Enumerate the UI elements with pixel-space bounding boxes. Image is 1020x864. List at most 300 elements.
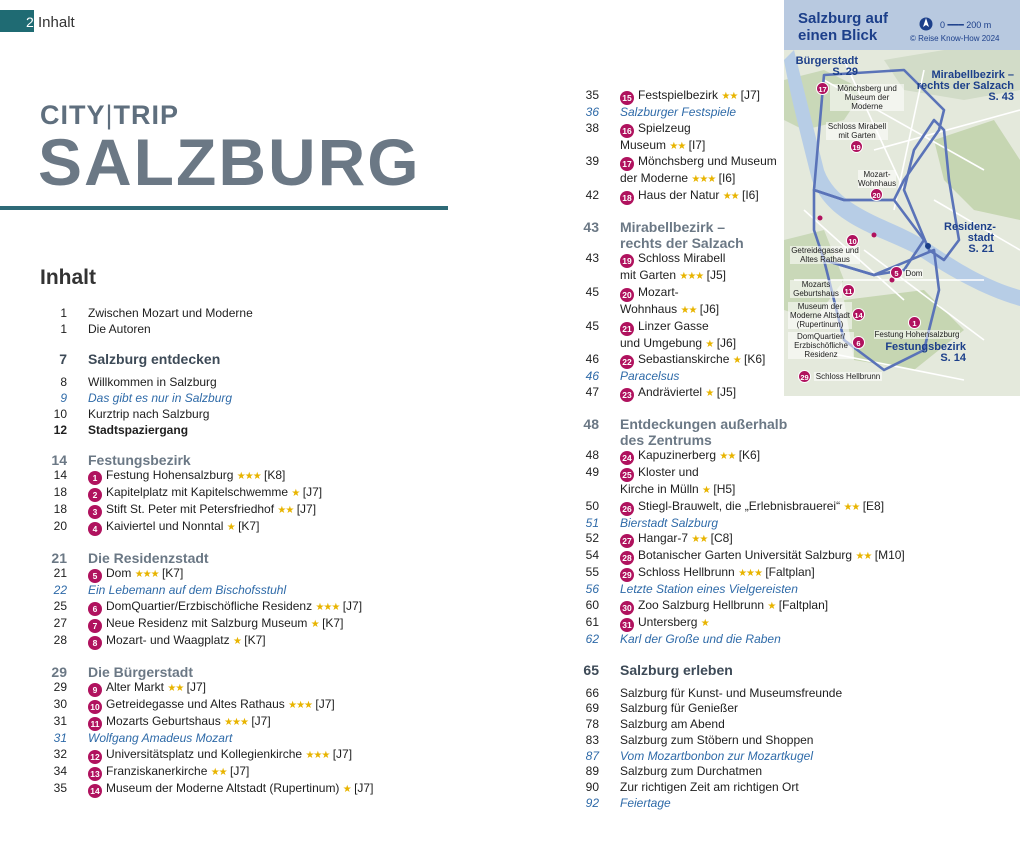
toc-entry[interactable] (572, 598, 1012, 615)
toc-entry-text (599, 582, 1012, 598)
toc-entry[interactable] (40, 747, 440, 764)
toc-page-number: 43 (583, 219, 599, 236)
toc-entry-text (67, 566, 440, 583)
toc-page-number: 1 (60, 321, 67, 336)
toc-entry-label: Salzburg für Genießer (620, 701, 739, 716)
toc-page-number: 20 (53, 519, 67, 534)
toc-page-number: 55 (585, 565, 599, 580)
toc-section-heading[interactable] (572, 662, 1012, 678)
toc-entry-label: Linzer Gasse (638, 318, 709, 333)
toc-page-number: 35 (585, 88, 599, 102)
toc-spacer (40, 536, 440, 550)
map-grid-reference: [J7] (315, 696, 335, 711)
toc-entry-label: Mirabellbezirk – (620, 219, 726, 236)
toc-page-number (572, 138, 599, 155)
rating-stars: ★★★ (691, 174, 716, 186)
rating-stars: ★★★ (738, 568, 762, 580)
toc-page-number: 28 (53, 632, 67, 647)
toc-entry[interactable] (40, 407, 440, 423)
toc-entry-text (67, 407, 440, 423)
toc-entry-text (67, 550, 440, 566)
sight-number-badge: 25 (620, 468, 634, 482)
toc-spacer (40, 650, 440, 664)
toc-page-number: 65 (583, 661, 599, 678)
sight-number-badge: 23 (620, 388, 634, 402)
toc-page-number: 32 (53, 746, 67, 761)
sight-number-badge: 6 (88, 602, 102, 616)
toc-entry[interactable] (572, 548, 1012, 565)
toc-entry-text (599, 482, 1012, 499)
rating-stars: ★★ (855, 551, 872, 563)
toc-entry-text (599, 764, 1012, 780)
toc-entry-label: Hangar-7 (638, 531, 689, 546)
toc-page-number: 36 (585, 105, 599, 119)
toc-entry-label: Feiertage (620, 795, 671, 810)
toc-page-number: 46 (585, 369, 599, 384)
toc-entry-sidebar[interactable] (572, 582, 1012, 598)
sight-number-badge: 11 (88, 717, 102, 731)
map-grid-reference: [Faltplan] (765, 565, 815, 580)
toc-entry-text (67, 502, 440, 519)
rating-stars: ★ (226, 522, 235, 534)
toc-entry-sidebar[interactable] (40, 583, 440, 599)
map-grid-reference: [K6] (738, 447, 761, 462)
toc-entry-label: Mönchsberg und Museum (638, 154, 777, 169)
map-grid-reference: [J5] (706, 268, 726, 283)
sight-number-badge: 22 (620, 355, 634, 369)
toc-page-number: 14 (51, 452, 67, 469)
toc-section-heading[interactable] (40, 351, 440, 367)
toc-page-number: 22 (53, 583, 67, 598)
toc-entry-text (599, 796, 1012, 812)
map-grid-reference: [J5] (716, 384, 737, 399)
toc-entry-sidebar[interactable] (40, 391, 440, 407)
toc-entry-text (599, 448, 1012, 465)
map-badge-17: 17 (816, 82, 829, 95)
toc-page-number: 8 (60, 375, 67, 390)
rating-stars: ★★ (691, 534, 708, 546)
sight-number-badge: 29 (620, 568, 634, 582)
map-label-moenchsberg: Mönchsberg und Museum der Moderne (830, 84, 904, 111)
toc-entry-text (67, 452, 440, 468)
toc-page-number: 42 (585, 188, 599, 203)
toc-entry-label: Botanischer Garten Universität Salzburg (638, 548, 853, 563)
district-buergerstadt: Bürgerstadt S. 29 (795, 55, 858, 78)
rating-stars: ★★★ (679, 271, 704, 283)
page-number: 2 (26, 14, 34, 30)
toc-spacer (572, 402, 1012, 416)
rating-stars: ★★★ (224, 716, 248, 728)
map-badge-1: 1 (908, 316, 921, 329)
toc-page-number: 92 (585, 795, 599, 810)
toc-entry-sidebar[interactable] (40, 731, 440, 747)
toc-page-number: 62 (585, 632, 599, 647)
toc-entry-label: mit Garten (620, 268, 677, 283)
toc-entry-label: Kapitelplatz mit Kapitelschwemme (106, 485, 289, 500)
toc-entry-text (67, 731, 440, 747)
toc-page-number (572, 171, 599, 188)
toc-spacer (572, 648, 1012, 662)
toc-entry-label: Neue Residenz mit Salzburg Museum (106, 615, 308, 630)
toc-entry-label: Museum (620, 137, 667, 152)
toc-page-number: 60 (585, 598, 599, 613)
sight-number-badge: 28 (620, 551, 634, 565)
map-badge-19: 19 (850, 140, 863, 153)
sight-number-badge: 7 (88, 619, 102, 633)
toc-entry-text (599, 662, 1012, 678)
toc-entry-label: und Umgebung (620, 335, 703, 350)
toc-entry-text (67, 764, 440, 781)
sight-number-badge: 10 (88, 700, 102, 714)
map-badge-14: 14 (852, 308, 865, 321)
toc-entry-label: Entdeckungen außerhalb (620, 415, 788, 432)
map-grid-reference: [J7] (230, 763, 250, 778)
toc-section-heading[interactable] (40, 664, 440, 680)
toc-entry-label: Dom (106, 566, 132, 581)
map-grid-reference: [M10] (874, 548, 905, 563)
toc-page-number: 9 (60, 391, 67, 406)
sight-number-badge: 17 (620, 157, 634, 171)
map-grid-reference: [H5] (713, 481, 736, 496)
toc-entry[interactable] (40, 485, 440, 502)
toc-entry[interactable] (40, 781, 440, 798)
toc-entry[interactable] (572, 615, 1012, 632)
map-grid-reference: [J6] (716, 335, 737, 350)
sight-number-badge: 31 (620, 618, 634, 632)
toc-entry-label: Andräviertel (638, 384, 703, 399)
map-grid-reference: [E8] (862, 498, 885, 513)
toc-entry[interactable] (40, 502, 440, 519)
toc-entry-label: Festung Hohensalzburg (106, 468, 234, 483)
toc-entry-label: Stadtspaziergang (88, 422, 189, 437)
toc-entry-text (67, 697, 440, 714)
toc-entry-text (599, 598, 1012, 615)
rating-stars: ★ (291, 488, 300, 500)
toc-entry[interactable] (40, 697, 440, 714)
toc-page-number: 25 (53, 598, 67, 613)
sight-number-badge: 16 (620, 124, 634, 138)
toc-page-number: 38 (585, 120, 599, 135)
toc-entry-label: Festspielbezirk (638, 88, 719, 102)
toc-entry-label: Kapuzinerberg (638, 447, 717, 462)
sight-number-badge: 26 (620, 502, 634, 516)
toc-page-number: 7 (59, 351, 67, 368)
toc-entry-label: Salzburg zum Durchatmen (620, 764, 763, 779)
toc-entry[interactable] (572, 686, 1012, 702)
toc-page-number: 46 (585, 352, 599, 367)
sight-number-badge: 20 (620, 288, 634, 302)
district-residenzstadt: Residenz- stadt S. 21 (944, 221, 996, 255)
map-copyright: © Reise Know-How 2024 (910, 34, 1000, 43)
toc-section-heading[interactable] (40, 550, 440, 566)
toc-entry[interactable] (572, 448, 1012, 465)
toc-entry-label: des Zentrums (620, 431, 712, 448)
toc-entry-text (599, 416, 1012, 432)
toc-entry-text (599, 465, 1012, 482)
toc-entry-label: Salzburg erleben (620, 661, 733, 678)
map-badge-10: 10 (846, 234, 859, 247)
toc-entry-label: Vom Mozartbonbon zur Mozartkugel (620, 748, 813, 763)
map-label-festung: Festung Hohensalzburg (874, 330, 960, 339)
rating-stars: ★★ (277, 505, 294, 517)
rating-stars: ★★★ (134, 569, 159, 581)
map-label-dom: Dom (905, 269, 923, 278)
map-grid-reference: [I7] (688, 137, 706, 152)
toc-entry[interactable] (40, 306, 440, 322)
toc-entry[interactable] (40, 468, 440, 485)
rating-stars: ★★ (167, 682, 184, 694)
toc-column-left (40, 306, 440, 798)
toc-entry-text (67, 616, 440, 633)
toc-heading: Inhalt (40, 266, 96, 289)
toc-entry-label: Stift St. Peter mit Petersfriedhof (106, 502, 275, 517)
toc-entry-label: Wolfgang Amadeus Mozart (88, 730, 233, 745)
toc-entry[interactable] (572, 565, 1012, 582)
map-label-domquartier: DomQuartier/ Erzbischöfliche Residenz (788, 332, 854, 359)
toc-section-heading[interactable] (572, 416, 1012, 432)
toc-entry-text (599, 548, 1012, 565)
toc-page-number: 90 (585, 779, 599, 794)
rating-stars: ★★ (722, 191, 739, 203)
sight-number-badge: 18 (620, 191, 634, 205)
toc-entry[interactable] (572, 531, 1012, 548)
toc-entry-label: Museum der Moderne Altstadt (Rupertinum) (106, 780, 340, 795)
map-grid-reference: [K7] (238, 519, 260, 534)
toc-entry-label: Zwischen Mozart und Moderne (88, 306, 253, 320)
toc-entry[interactable] (572, 701, 1012, 717)
toc-entry[interactable] (40, 714, 440, 731)
toc-entry-label: Zur richtigen Zeit am richtigen Ort (620, 779, 799, 794)
brand-city: CITY (40, 100, 106, 130)
toc-entry-label: Universitätsplatz und Kollegienkirche (106, 746, 303, 761)
toc-page-number: 1 (60, 306, 67, 320)
map-badge-6: 6 (852, 336, 865, 349)
toc-entry-text (67, 322, 440, 338)
toc-entry[interactable] (40, 375, 440, 391)
toc-entry[interactable] (40, 616, 440, 633)
toc-spacer (40, 367, 440, 375)
toc-entry-text (599, 632, 1012, 648)
sight-number-badge: 5 (88, 569, 102, 583)
toc-entry-text (599, 749, 1012, 765)
sight-number-badge: 9 (88, 683, 102, 697)
toc-page-number: 21 (53, 566, 67, 581)
toc-entry-text (599, 531, 1012, 548)
rating-stars: ★ (705, 338, 714, 350)
toc-entry-label: Salzburg zum Stöbern und Shoppen (620, 732, 814, 747)
sight-number-badge: 15 (620, 91, 634, 105)
toc-entry-text (599, 516, 1012, 532)
map-grid-reference: [J7] (302, 485, 323, 500)
rating-stars: ★ (702, 484, 711, 496)
toc-page-number (572, 302, 599, 319)
toc-entry-label: Karl der Große und die Raben (620, 632, 781, 647)
rating-stars: ★ (232, 635, 241, 647)
toc-page-number: 69 (585, 701, 599, 716)
toc-entry-label: Mozarts Geburtshaus (106, 713, 221, 728)
toc-page-number (572, 235, 599, 251)
toc-entry-label: Festungsbezirk (88, 452, 191, 469)
toc-page-number: 29 (53, 679, 67, 694)
sight-number-badge: 21 (620, 322, 634, 336)
toc-entry-label: Willkommen in Salzburg (88, 375, 217, 390)
toc-entry-text (67, 423, 440, 439)
rating-stars: ★★ (680, 304, 697, 316)
toc-entry-sidebar[interactable] (572, 749, 1012, 765)
rating-stars: ★ (342, 783, 351, 795)
map-scale: 0 ━━━ 200 m (940, 20, 992, 30)
map-label-hellbrunn: Schloss Hellbrunn (815, 372, 881, 381)
north-arrow-icon (919, 16, 933, 32)
toc-page-number: 51 (585, 515, 599, 530)
toc-entry-text (67, 519, 440, 536)
toc-entry-label: Kirche in Mülln (620, 481, 699, 496)
sight-number-badge: 30 (620, 601, 634, 615)
header-title: Inhalt (38, 14, 75, 31)
toc-entry-label: Kloster und (638, 464, 699, 479)
toc-page-number: 18 (53, 502, 67, 517)
sight-number-badge: 13 (88, 767, 102, 781)
toc-entry-bold[interactable] (40, 423, 440, 439)
toc-entry[interactable] (40, 599, 440, 616)
toc-entry-label: rechts der Salzach (620, 235, 744, 252)
toc-page-number: 52 (585, 531, 599, 546)
map-label-museum: Museum der Moderne Altstadt (Rupertinum) (789, 302, 851, 329)
toc-entry-sidebar[interactable] (572, 516, 1012, 532)
map-grid-reference: [J7] (354, 780, 374, 795)
toc-page-number: 54 (585, 548, 599, 563)
toc-entry[interactable] (572, 733, 1012, 749)
toc-section-heading[interactable] (572, 432, 1012, 448)
toc-entry-label: DomQuartier/Erzbischöfliche Residenz (106, 598, 313, 613)
map-grid-reference: [J7] (332, 746, 353, 761)
toc-page-number: 45 (585, 318, 599, 333)
toc-entry[interactable] (40, 566, 440, 583)
toc-entry-text (599, 701, 1012, 717)
toc-spacer (40, 438, 440, 452)
sight-number-badge: 19 (620, 254, 634, 268)
rating-stars: ★★★ (236, 471, 261, 483)
toc-entry-label: Haus der Natur (638, 188, 720, 203)
toc-page-number: 10 (53, 406, 67, 421)
toc-page-number: 12 (53, 422, 67, 437)
toc-entry-label: Die Autoren (88, 321, 151, 336)
toc-entry-label: Die Bürgerstadt (88, 663, 194, 680)
map-grid-reference: [I6] (718, 171, 736, 186)
toc-entry-text (67, 781, 440, 798)
toc-page-number (572, 336, 599, 353)
toc-entry[interactable] (40, 519, 440, 536)
toc-entry[interactable] (572, 482, 1012, 499)
toc-entry[interactable] (40, 764, 440, 781)
toc-entry-text (599, 780, 1012, 796)
toc-entry-label: Spielzeug (638, 120, 691, 135)
toc-entry[interactable] (572, 499, 1012, 516)
toc-entry-text (599, 565, 1012, 582)
toc-entry[interactable] (572, 717, 1012, 733)
toc-page-number: 31 (53, 713, 67, 728)
toc-entry-sidebar[interactable] (572, 632, 1012, 648)
toc-entry-label: Sebastianskirche (638, 352, 730, 367)
sight-number-badge: 24 (620, 451, 634, 465)
toc-page-number (572, 268, 599, 285)
toc-entry-label: Kaiviertel und Nonntal (106, 519, 224, 534)
toc-entry-label: Mozart- (638, 284, 679, 299)
toc-entry-label: Untersberg (638, 615, 698, 630)
toc-entry[interactable] (572, 465, 1012, 482)
map-grid-reference: [Faltplan] (778, 598, 829, 613)
map-grid-reference: [J7] (740, 88, 760, 102)
map-badge-29: 29 (798, 370, 811, 383)
district-mirabell: Mirabellbezirk – rechts der Salzach S. 43 (916, 69, 1014, 103)
rating-stars: ★★ (210, 766, 227, 778)
toc-entry-label: Alter Markt (106, 679, 165, 694)
toc-page-number: 43 (585, 251, 599, 266)
toc-entry[interactable] (572, 764, 1012, 780)
map-label-getreidegasse: Getreidegasse und Altes Rathaus (791, 246, 859, 264)
toc-entry-label: Zoo Salzburg Hellbrunn (638, 598, 765, 613)
map-grid-reference: [K6] (744, 352, 766, 367)
toc-page-number: 87 (585, 748, 599, 763)
toc-entry-label: Ein Lebemann auf dem Bischofsstuhl (88, 583, 287, 598)
toc-entry-text (67, 599, 440, 616)
toc-entry-sidebar[interactable] (572, 796, 1012, 812)
toc-entry[interactable] (40, 680, 440, 697)
toc-entry-label: Mozart- und Waagplatz (106, 632, 230, 647)
map-label-geburtshaus: Mozarts Geburtshaus (790, 280, 842, 298)
toc-page-number: 29 (51, 663, 67, 680)
toc-entry-text (67, 714, 440, 731)
toc-page-number: 27 (53, 615, 67, 630)
toc-entry-label: Wohnhaus (620, 301, 678, 316)
toc-page-number: 49 (585, 464, 599, 479)
toc-entry-text (599, 717, 1012, 733)
toc-entry[interactable] (40, 633, 440, 650)
toc-entry-text (599, 733, 1012, 749)
toc-page-number: 47 (585, 384, 599, 399)
toc-entry[interactable] (40, 322, 440, 338)
toc-entry-text (599, 686, 1012, 702)
map-grid-reference: [K7] (244, 632, 266, 647)
sight-number-badge: 4 (88, 522, 102, 536)
toc-entry-text (67, 633, 440, 650)
toc-entry-text (67, 391, 440, 407)
toc-entry[interactable] (572, 780, 1012, 796)
toc-entry-label: Franziskanerkirche (106, 763, 208, 778)
toc-spacer (572, 678, 1012, 686)
toc-entry-label: Salzburg entdecken (88, 351, 221, 368)
rating-stars: ★ (700, 618, 709, 630)
rating-stars: ★ (732, 355, 741, 367)
map-badge-20: 20 (870, 188, 883, 201)
rating-stars: ★★★ (315, 601, 340, 613)
sight-number-badge: 14 (88, 784, 102, 798)
rating-stars: ★★ (721, 91, 738, 102)
toc-entry-label: Bierstadt Salzburg (620, 515, 719, 530)
district-festung: Festungsbezirk S. 14 (885, 341, 966, 364)
toc-section-heading[interactable] (40, 452, 440, 468)
toc-entry-text (599, 615, 1012, 632)
sight-number-badge: 2 (88, 488, 102, 502)
toc-entry-label: Schloss Hellbrunn (638, 565, 735, 580)
toc-entry-text (67, 485, 440, 502)
toc-page-number (572, 482, 599, 499)
map-badge-5: 5 (890, 266, 903, 279)
brand-separator: | (105, 100, 114, 130)
toc-page-number: 21 (51, 550, 67, 567)
toc-page-number: 78 (585, 717, 599, 732)
brand-trip: TRIP (113, 100, 180, 130)
